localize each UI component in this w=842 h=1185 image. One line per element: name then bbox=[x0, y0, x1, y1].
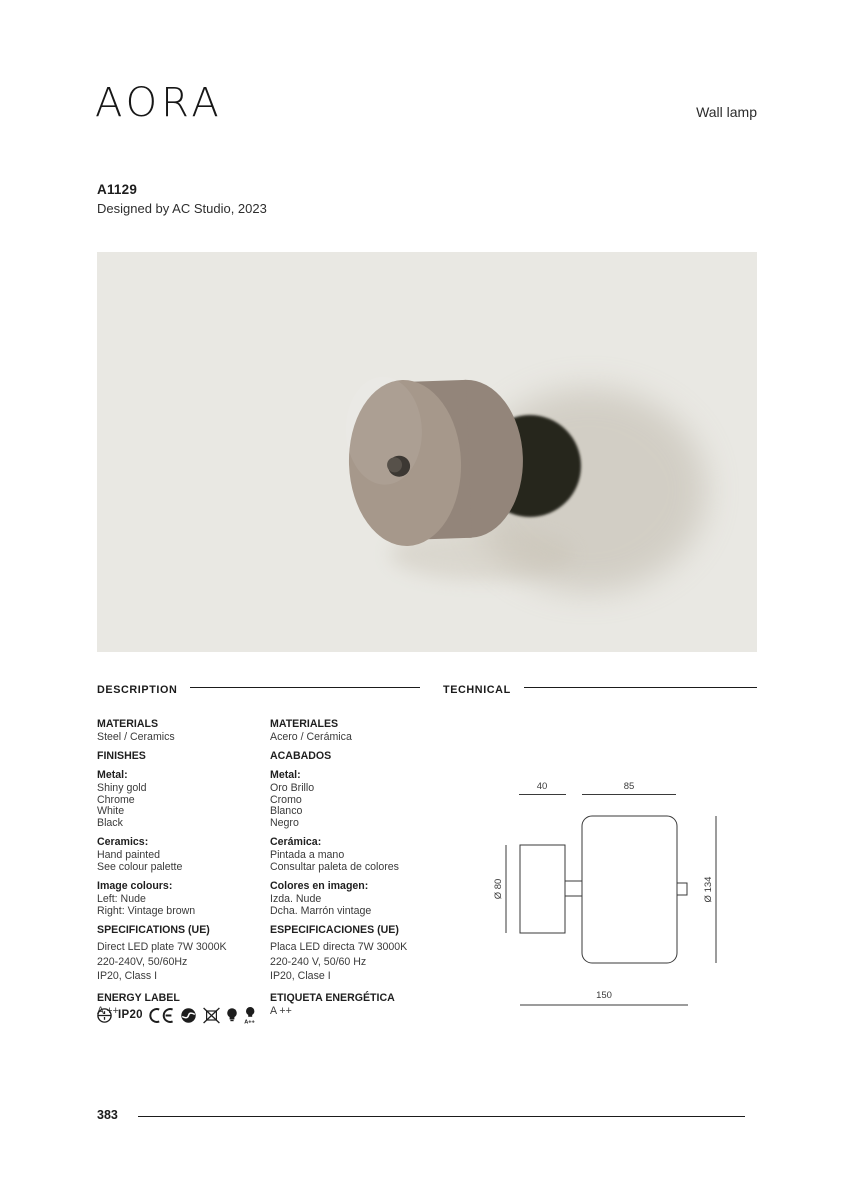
energy-class-bulb-icon bbox=[243, 1006, 257, 1025]
image-colour-line: Right: Vintage brown bbox=[97, 904, 196, 917]
image-colours-label-en: Image colours: bbox=[97, 879, 173, 892]
ceramics-label-es: Cerámica: bbox=[270, 836, 322, 849]
metal-option: Black bbox=[97, 817, 123, 830]
metal-option: Chrome bbox=[97, 793, 135, 806]
spec-line: IP20, Clase I bbox=[270, 970, 331, 983]
energy-value-es: A ++ bbox=[270, 1005, 292, 1018]
description-rule bbox=[190, 687, 420, 688]
dimension-left-diameter: Ø 80 bbox=[493, 878, 504, 900]
image-colour-line: Izda. Nude bbox=[270, 892, 322, 905]
metal-option: Blanco bbox=[270, 805, 303, 818]
designer-credit: Designed by AC Studio, 2023 bbox=[97, 201, 267, 216]
footer-rule bbox=[138, 1116, 745, 1117]
drawing-wall-plate bbox=[520, 845, 565, 933]
image-colour-line: Left: Nude bbox=[97, 892, 146, 905]
materials-group-es bbox=[270, 719, 440, 744]
product-type-label: Wall lamp bbox=[696, 104, 757, 120]
technical-rule bbox=[524, 687, 757, 688]
image-colour-line: Dcha. Marrón vintage bbox=[270, 904, 372, 917]
drawing-rear-tab bbox=[677, 883, 687, 895]
dimension-top-right: 85 bbox=[623, 781, 635, 792]
finishes-heading-en: FINISHES bbox=[97, 749, 146, 762]
model-code: A1129 bbox=[97, 182, 138, 197]
materials-heading-en: MATERIALS bbox=[97, 718, 159, 730]
image-colours-group-en bbox=[97, 881, 267, 918]
spec-line: IP20, Class I bbox=[97, 970, 158, 983]
metal-finishes-group-es bbox=[270, 770, 440, 831]
energy-class-small-label: A++ bbox=[244, 1019, 255, 1025]
recyclable-icon bbox=[180, 1007, 197, 1024]
technical-drawing bbox=[490, 748, 757, 1014]
certification-icons-row bbox=[96, 1004, 257, 1026]
description-column-english bbox=[97, 719, 267, 1025]
earthed-connection-icon bbox=[96, 1007, 113, 1024]
ceramics-group-es bbox=[270, 837, 440, 874]
drawing-lamp-body bbox=[582, 816, 677, 963]
spec-line: 220-240V, 50/60Hz bbox=[97, 955, 188, 968]
specifications-group-en bbox=[97, 925, 267, 985]
finishes-heading-es: ACABADOS bbox=[270, 749, 332, 762]
specifications-heading-en: SPECIFICATIONS (UE) bbox=[97, 923, 210, 936]
metal-option: Oro Brillo bbox=[270, 781, 315, 794]
do-not-dispose-icon bbox=[202, 1007, 221, 1024]
dimension-bottom: 150 bbox=[596, 990, 612, 1001]
dimension-right-diameter: Ø 134 bbox=[703, 876, 714, 903]
metal-option: Cromo bbox=[270, 793, 302, 806]
specifications-heading-es: ESPECIFICACIONES (UE) bbox=[270, 923, 399, 936]
ceramics-group-en bbox=[97, 837, 267, 874]
led-bulb-icon bbox=[226, 1007, 238, 1024]
page-title: AORA bbox=[95, 80, 223, 126]
page-footer bbox=[97, 1108, 745, 1122]
metal-label-en: Metal: bbox=[97, 768, 128, 781]
drawing-stem bbox=[565, 881, 582, 896]
image-colours-label-es: Colores en imagen: bbox=[270, 879, 369, 892]
finishes-heading-group-es bbox=[270, 751, 440, 763]
metal-label-es: Metal: bbox=[270, 768, 301, 781]
ceramics-line: Consultar paleta de colores bbox=[270, 861, 399, 874]
finishes-heading-group-en bbox=[97, 751, 267, 763]
materials-value-es: Acero / Cerámica bbox=[270, 730, 352, 743]
technical-section-header bbox=[443, 684, 757, 696]
materials-value-en: Steel / Ceramics bbox=[97, 730, 175, 743]
description-section-header bbox=[97, 684, 420, 696]
ceramics-line: Pintada a mano bbox=[270, 849, 345, 862]
description-heading: DESCRIPTION bbox=[97, 684, 178, 696]
dimension-top-left: 40 bbox=[536, 781, 548, 792]
energy-value-en: A ++ bbox=[97, 1005, 119, 1018]
metal-finishes-group-en bbox=[97, 770, 267, 831]
technical-heading: TECHNICAL bbox=[443, 684, 511, 696]
ceramics-label-en: Ceramics: bbox=[97, 836, 149, 849]
product-photo bbox=[97, 252, 757, 652]
ip-rating-label: IP20 bbox=[118, 1009, 143, 1021]
image-colours-group-es bbox=[270, 881, 440, 918]
metal-option: White bbox=[97, 805, 125, 818]
lamp-body bbox=[344, 372, 526, 548]
metal-option: Shiny gold bbox=[97, 781, 147, 794]
description-column-spanish bbox=[270, 719, 440, 1025]
spec-line: 220-240 V, 50/60 Hz bbox=[270, 955, 367, 968]
spec-line: Placa LED directa 7W 3000K bbox=[270, 940, 408, 953]
energy-heading-es: ETIQUETA ENERGÉTICA bbox=[270, 992, 395, 1005]
ce-mark-icon bbox=[148, 1007, 175, 1024]
materials-heading-es: MATERIALES bbox=[270, 718, 339, 730]
materials-group-en bbox=[97, 719, 267, 744]
spec-line: Direct LED plate 7W 3000K bbox=[97, 940, 227, 953]
energy-heading-en: ENERGY LABEL bbox=[97, 992, 180, 1005]
energy-label-group-es bbox=[270, 993, 440, 1018]
ceramics-line: See colour palette bbox=[97, 861, 183, 874]
page-number: 383 bbox=[97, 1108, 118, 1122]
ceramics-line: Hand painted bbox=[97, 849, 161, 862]
metal-option: Negro bbox=[270, 817, 299, 830]
specifications-group-es bbox=[270, 925, 440, 985]
